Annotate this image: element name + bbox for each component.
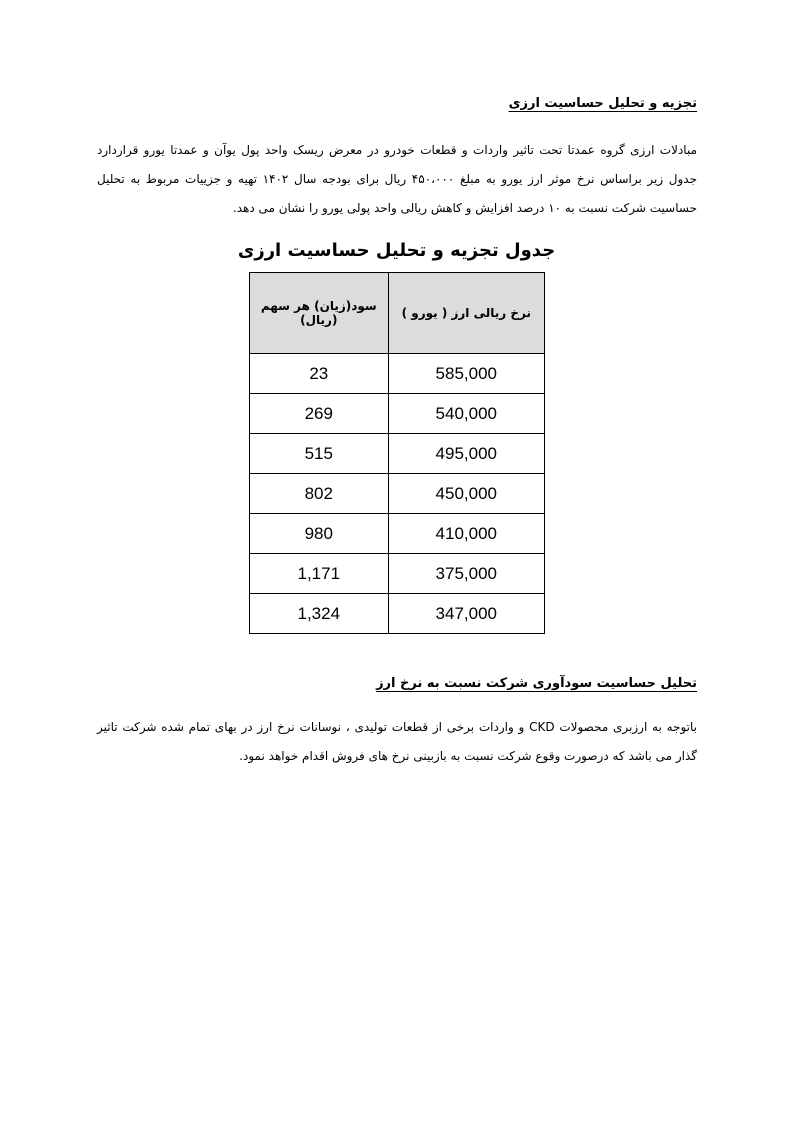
table-header-row — [250, 273, 545, 354]
table-row — [250, 354, 545, 394]
cell-eps: 1,324 — [250, 594, 389, 634]
header-eps: سود(زیان) هر سهم (ریال) — [250, 273, 389, 354]
table-title: جدول تجزیه و تحلیل حساسیت ارزی — [237, 240, 556, 261]
cell-fx-rate: 375,000 — [388, 554, 544, 594]
table-row — [250, 394, 545, 434]
cell-fx-rate: 495,000 — [388, 434, 544, 474]
table-row — [250, 474, 545, 514]
cell-eps: 980 — [250, 514, 389, 554]
cell-eps: 1,171 — [250, 554, 389, 594]
table-row — [250, 554, 545, 594]
section-heading-profitability-sensitivity: تحلیل حساسیت سودآوری شرکت نسبت به نرخ ارز — [376, 676, 697, 691]
section-heading-fx-sensitivity: تجزیه و تحلیل حساسیت ارزی — [508, 96, 697, 111]
cell-fx-rate: 585,000 — [388, 354, 544, 394]
table-row — [250, 594, 545, 634]
cell-eps: 23 — [250, 354, 389, 394]
cell-fx-rate: 347,000 — [388, 594, 544, 634]
cell-eps: 269 — [250, 394, 389, 434]
table-row — [250, 514, 545, 554]
cell-fx-rate: 540,000 — [388, 394, 544, 434]
cell-eps: 802 — [250, 474, 389, 514]
paragraph-fx-exposure: مبادلات ارزی گروه عمدتا تحت تاثیر واردات و قطعات خودرو در معرض ریسک واحد پول یوآن و عمدتا یورو قراردارد جدول زیر براساس نرخ موثر ارز یورو به مبلغ ۴۵۰،۰۰۰ ریال برای بودجه سال ۱۴۰۲ تهیه و جزییات مربوط به تحلیل حساسیت شرکت نسبت به ۱۰ درصد افزایش و کاهش ریالی واحد پولی یورو را نشان می دهد. — [97, 143, 697, 215]
cell-fx-rate: 410,000 — [388, 514, 544, 554]
header-fx-rate: نرخ ریالی ارز ( یورو ) — [388, 273, 544, 354]
paragraph-ckd-fx-impact: باتوجه به ارزبری محصولات CKD و واردات برخی از قطعات تولیدی ، نوسانات نرخ ارز در بهای تمام شده شرکت تاثیر گذار می باشد که درصورت وقوع شرکت نسبت به بازبینی نرخ های فروش اقدام خواهد نمود. — [97, 720, 697, 763]
cell-eps: 515 — [250, 434, 389, 474]
table-row — [250, 434, 545, 474]
cell-fx-rate: 450,000 — [388, 474, 544, 514]
fx-sensitivity-table — [249, 272, 545, 634]
